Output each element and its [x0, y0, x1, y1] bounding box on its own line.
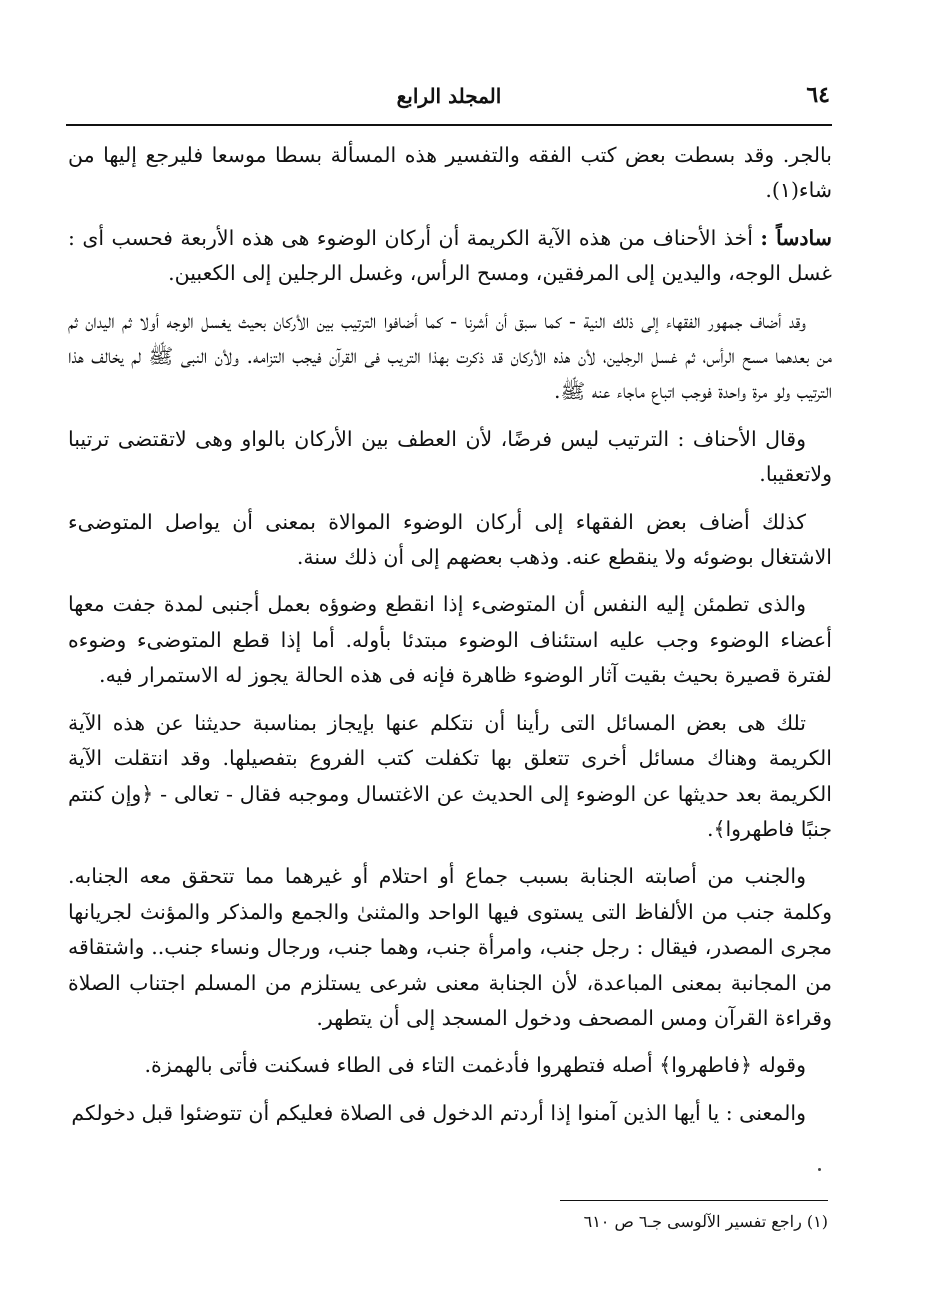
paragraph-2 — [68, 221, 832, 292]
paragraph-6: والذى تطمئن إليه النفس أن المتوضىء إذا انقطع وضوؤه بعمل أجنبى لمدة جفت معها أعضاء الوضوء وجب عليه استئناف الوضوء مبتدئا بأوله. أما إذا قطع المتوضىء وضوءه لفترة قصيرة بحيث بقيت آثار الوضوء ظاهرة فإنه فى هذه الحالة يجوز له الاستمرار فيه. — [68, 592, 832, 688]
footnote-rule — [560, 1200, 828, 1201]
paragraph-10: والمعنى : يا أيها الذين آمنوا إذا أردتم الدخول فى الصلاة فعليكم أن تتوضئوا قبل دخولكم — [71, 1100, 806, 1125]
paragraph-4: وقال الأحناف : الترتيب ليس فرضًا، لأن العطف بين الأركان بالواو وهى لاتقتضى ترتيبا ولاتعقيبا. — [68, 426, 832, 487]
body-text — [68, 138, 832, 1143]
paragraph-lead-sixth: سادساً : — [760, 225, 832, 250]
footnote: (١) راجع تفسير الآلوسى جـ٦ ص ٦١٠ — [583, 1212, 828, 1231]
paragraph-5: كذلك أضاف بعض الفقهاء إلى أركان الوضوء الموالاة بمعنى أن يواصل المتوضىء الاشتغال بوضوئه ولا ينقطع عنه. وذهب بعضهم إلى أن ذلك سنة. — [68, 509, 832, 570]
paragraph-3: وقد أضاف جمهور الفقهاء إلى ذلك النية - كما سبق أن أشرنا - كما أضافوا الترتيب بين الأركان بحيث يغسل الوجه أولا ثم اليدان ثم من بعدهما مسح الرأس، ثم غسل الرجلين، لأن هذه الأركان قد ذكرت بهذا التريب فى القرآن فيجب التزامه. ولأن النبى ﷺ لم يخالف هذا الترتيب ولو مرة واحدة فوجب اتباع ماجاء عنه ﷺ. — [68, 308, 832, 404]
paragraph-9: وقوله ﴿فاطهروا﴾ أصله فتطهروا فأدغمت التاء فى الطاء فسكنت فأتى بالهمزة. — [144, 1053, 806, 1078]
scan-speck — [818, 1168, 821, 1171]
running-head: المجلد الرابع — [396, 84, 502, 108]
paragraph-2-text: أخذ الأحناف من هذه الآية الكريمة أن أركان الوضوء هى هذه الأربعة فحسب أى : غسل الوجه، واليدين إلى المرفقين، ومسح الرأس، وغسل الرجلين إلى الكعبين. — [68, 225, 832, 286]
header-rule — [66, 124, 832, 126]
page-number: ٦٤ — [806, 82, 830, 108]
paragraph-8: والجنب من أصابته الجنابة بسبب جماع أو احتلام أو غيرهما مما تتحقق معه الجنابه. وكلمة جنب من الألفاظ التى يستوى فيها الواحد والمثنىٰ والجمع والمذكر والمؤنث لجريانها مجرى المصدر، فيقال : رجل جنب، وامرأة جنب، وهما جنب، ورجال ونساء جنب.. واشتقاقه من المجانبة بمعنى المباعدة، لأن الجنابة معنى شرعى يستلزم من المسلم اجتناب الصلاة وقراءة القرآن ومس المصحف ودخول المسجد إلى أن يتطهر. — [68, 864, 832, 1030]
paragraph-7: تلك هى بعض المسائل التى رأينا أن نتكلم عنها بإيجاز بمناسبة حديثنا عن هذه الآية الكريمة وهناك مسائل أخرى تتعلق بها تكفلت كتب الفروع بتفصيلها. وقد انتقلت الآية الكريمة بعد حديثها عن الوضوء إلى الحديث عن الاغتسال وموجبه فقال - تعالى - ﴿وإن كنتم جنبًا فاطهروا﴾. — [68, 710, 832, 841]
page-header — [68, 82, 830, 118]
paragraph-1: بالجر. وقد بسطت بعض كتب الفقه والتفسير هذه المسألة بسطا موسعا فليرجع إليها من شاء(١). — [68, 143, 832, 203]
